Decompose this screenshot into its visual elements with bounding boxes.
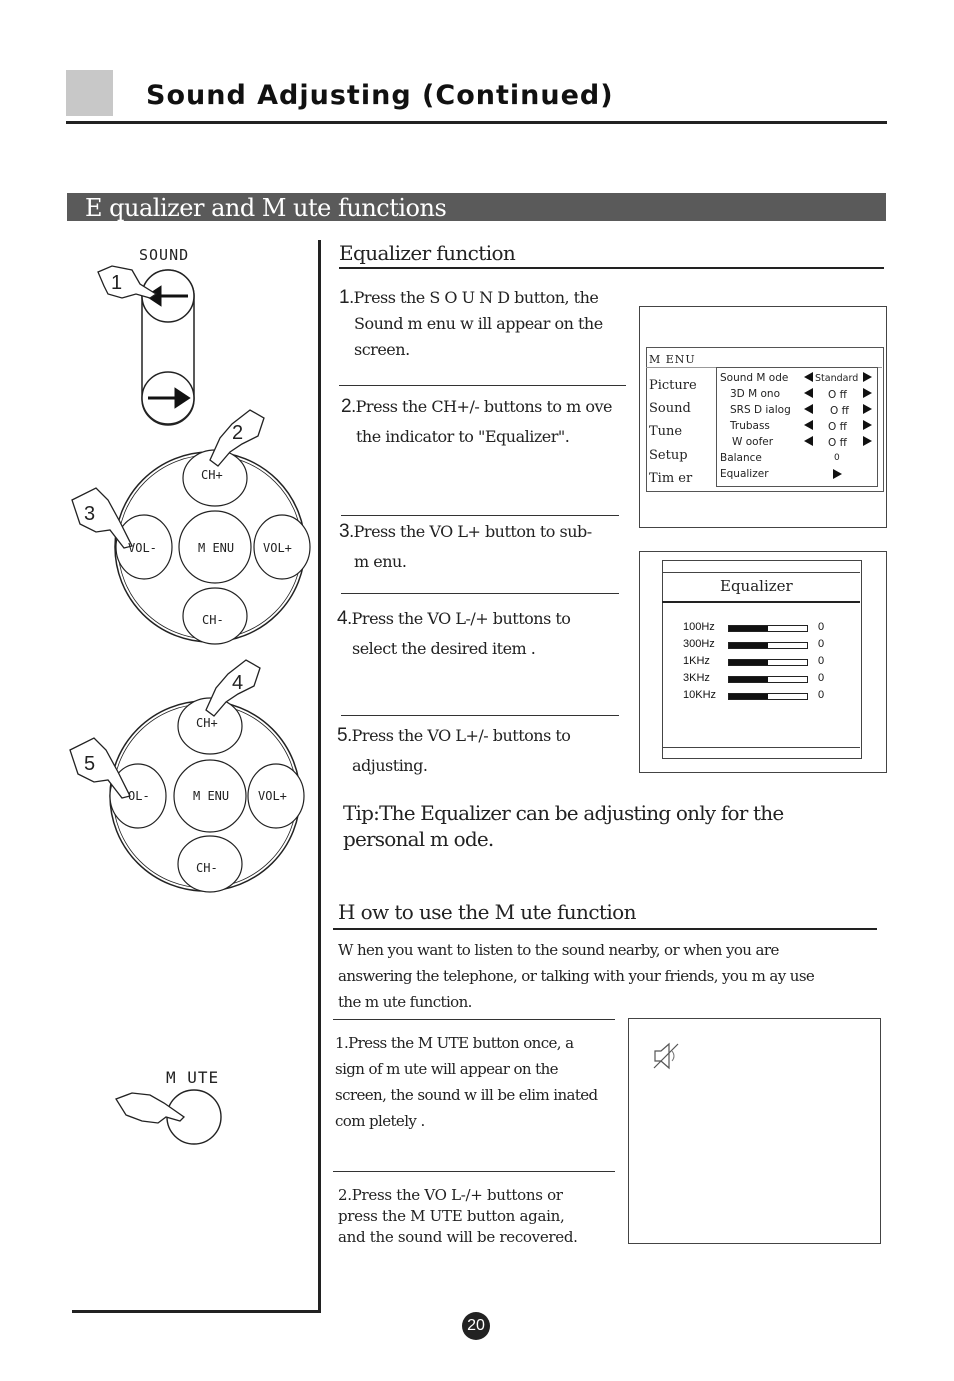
equalizer-heading-rule [339, 267, 884, 269]
osd-row-label: Equalizer [720, 468, 769, 480]
remote-illustration [60, 260, 320, 900]
arrow-right-icon [833, 469, 842, 479]
eq-band-value: 0 [818, 655, 825, 667]
eq-band-label: 300Hz [683, 638, 715, 650]
ch-minus-button[interactable]: CH- [196, 861, 218, 875]
eq-band-label: 3KHz [683, 672, 710, 684]
eq-band-slider[interactable] [728, 642, 808, 649]
header-box [66, 70, 113, 116]
equalizer-heading: Equalizer function [339, 241, 516, 265]
hand-number-5: 5 [84, 753, 96, 775]
eq-band-value: 0 [818, 672, 825, 684]
osd-left-item[interactable]: Tim er [649, 471, 693, 486]
mute-screen [628, 1018, 881, 1244]
arrow-right-icon [863, 436, 872, 446]
tip-text: Tip:The Equalizer can be adjusting only for the personal m ode. [343, 801, 784, 851]
eq-band-value: 0 [818, 638, 825, 650]
vol-minus-button[interactable]: OL- [128, 789, 150, 803]
eq-band-label: 1KHz [683, 655, 710, 667]
ch-minus-button[interactable]: CH- [202, 613, 224, 627]
mute-step-2: 2.Press the VO L-/+ buttons or press the M UTE button again, and the sound will be recovered. [338, 1186, 578, 1246]
mute-step-1: 1.Press the M UTE button once, a sign of m ute will appear on the screen, the sound w ill be elim inated com pletely . [335, 1034, 598, 1130]
osd-left-item[interactable]: Tune [649, 424, 683, 439]
osd-left-item[interactable]: Sound [649, 401, 691, 416]
divider [333, 1019, 615, 1020]
arrow-left-icon [804, 436, 813, 446]
divider [341, 515, 619, 516]
menu-button[interactable]: M ENU [198, 541, 235, 555]
bottom-rule [72, 1310, 321, 1313]
osd-row-value: O ff [830, 405, 849, 417]
eq-band-label: 10KHz [683, 689, 717, 701]
step-5: 5.Press the VO L+/- buttons to adjusting. [337, 725, 571, 775]
osd-left-item[interactable]: Setup [649, 448, 688, 463]
eq-band-slider[interactable] [728, 676, 808, 683]
divider [341, 715, 619, 716]
osd-left-item[interactable]: Picture [649, 378, 697, 393]
hand-number-3: 3 [84, 503, 96, 525]
sound-label: SOUND [139, 246, 190, 264]
eq-band-slider[interactable] [728, 659, 808, 666]
menu-button[interactable]: M ENU [193, 789, 230, 803]
osd-row-label: Sound M ode [720, 372, 789, 384]
arrow-right-icon [863, 372, 872, 382]
osd-row-label: 3D M ono [730, 388, 781, 400]
osd-sound-menu [639, 306, 887, 528]
eq-footer-rule [662, 747, 860, 748]
mute-speaker-icon [651, 1041, 681, 1071]
mute-heading-rule [333, 928, 877, 930]
osd-row-label: Balance [720, 452, 762, 464]
arrow-right-icon [863, 404, 872, 414]
ch-plus-button[interactable]: CH+ [201, 468, 223, 482]
osd-row-value: O ff [828, 421, 847, 433]
page-title: Sound Adjusting (Continued) [146, 80, 614, 111]
arrow-right-icon [863, 388, 872, 398]
arrow-left-icon [804, 420, 813, 430]
osd-row-label: SRS D ialog [730, 404, 791, 416]
mute-heading: H ow to use the M ute function [338, 900, 636, 924]
mute-label: M UTE [166, 1068, 220, 1087]
vol-minus-button[interactable]: VOL- [128, 541, 157, 555]
osd-row-value: 0 [834, 453, 840, 463]
eq-band-slider[interactable] [728, 625, 808, 632]
osd-menu-title: M ENU [649, 353, 696, 366]
divider [341, 593, 619, 594]
hand-number-4: 4 [232, 672, 244, 694]
vol-plus-button[interactable]: VOL+ [263, 541, 292, 555]
arrow-left-icon [804, 372, 813, 382]
step-1: 1.Press the S O U N D button, the Sound m enu w ill appear on the screen. [339, 287, 603, 359]
section-title: E qualizer and M ute functions [85, 194, 447, 222]
osd-row-label: W oofer [732, 436, 774, 448]
header-rule [66, 121, 887, 124]
hand-number-2: 2 [232, 422, 244, 444]
step-4: 4.Press the VO L-/+ buttons to select the desired item . [337, 608, 571, 658]
osd-row-value: O ff [828, 389, 847, 401]
osd-row-label: Trubass [730, 420, 770, 432]
section-bar [67, 193, 886, 221]
osd-equalizer-menu [639, 551, 887, 773]
mute-illustration [110, 1085, 230, 1150]
arrow-left-icon [804, 388, 813, 398]
mute-intro: W hen you want to listen to the sound nearby, or when you are answering the telephone, or talking with your friends, you m ay use the m ute function. [338, 941, 815, 1011]
page-number: 20 [462, 1312, 490, 1340]
hand-number-1: 1 [111, 272, 123, 294]
divider [333, 1171, 615, 1172]
eq-band-value: 0 [818, 689, 825, 701]
osd-row-value: O ff [828, 437, 847, 449]
step-3: 3.Press the VO L+ button to sub- m enu. [339, 521, 592, 571]
arrow-left-icon [804, 404, 813, 414]
arrow-right-icon [863, 420, 872, 430]
osd-row-value: Standard [815, 373, 859, 384]
vol-plus-button[interactable]: VOL+ [258, 789, 287, 803]
eq-band-slider[interactable] [728, 693, 808, 700]
eq-band-label: 100Hz [683, 621, 715, 633]
divider [339, 385, 626, 386]
eq-title: Equalizer [720, 577, 793, 595]
eq-band-value: 0 [818, 621, 825, 633]
step-2: 2.Press the CH+/- buttons to m ove the indicator to "Equalizer". [341, 396, 613, 446]
ch-plus-button[interactable]: CH+ [196, 716, 218, 730]
